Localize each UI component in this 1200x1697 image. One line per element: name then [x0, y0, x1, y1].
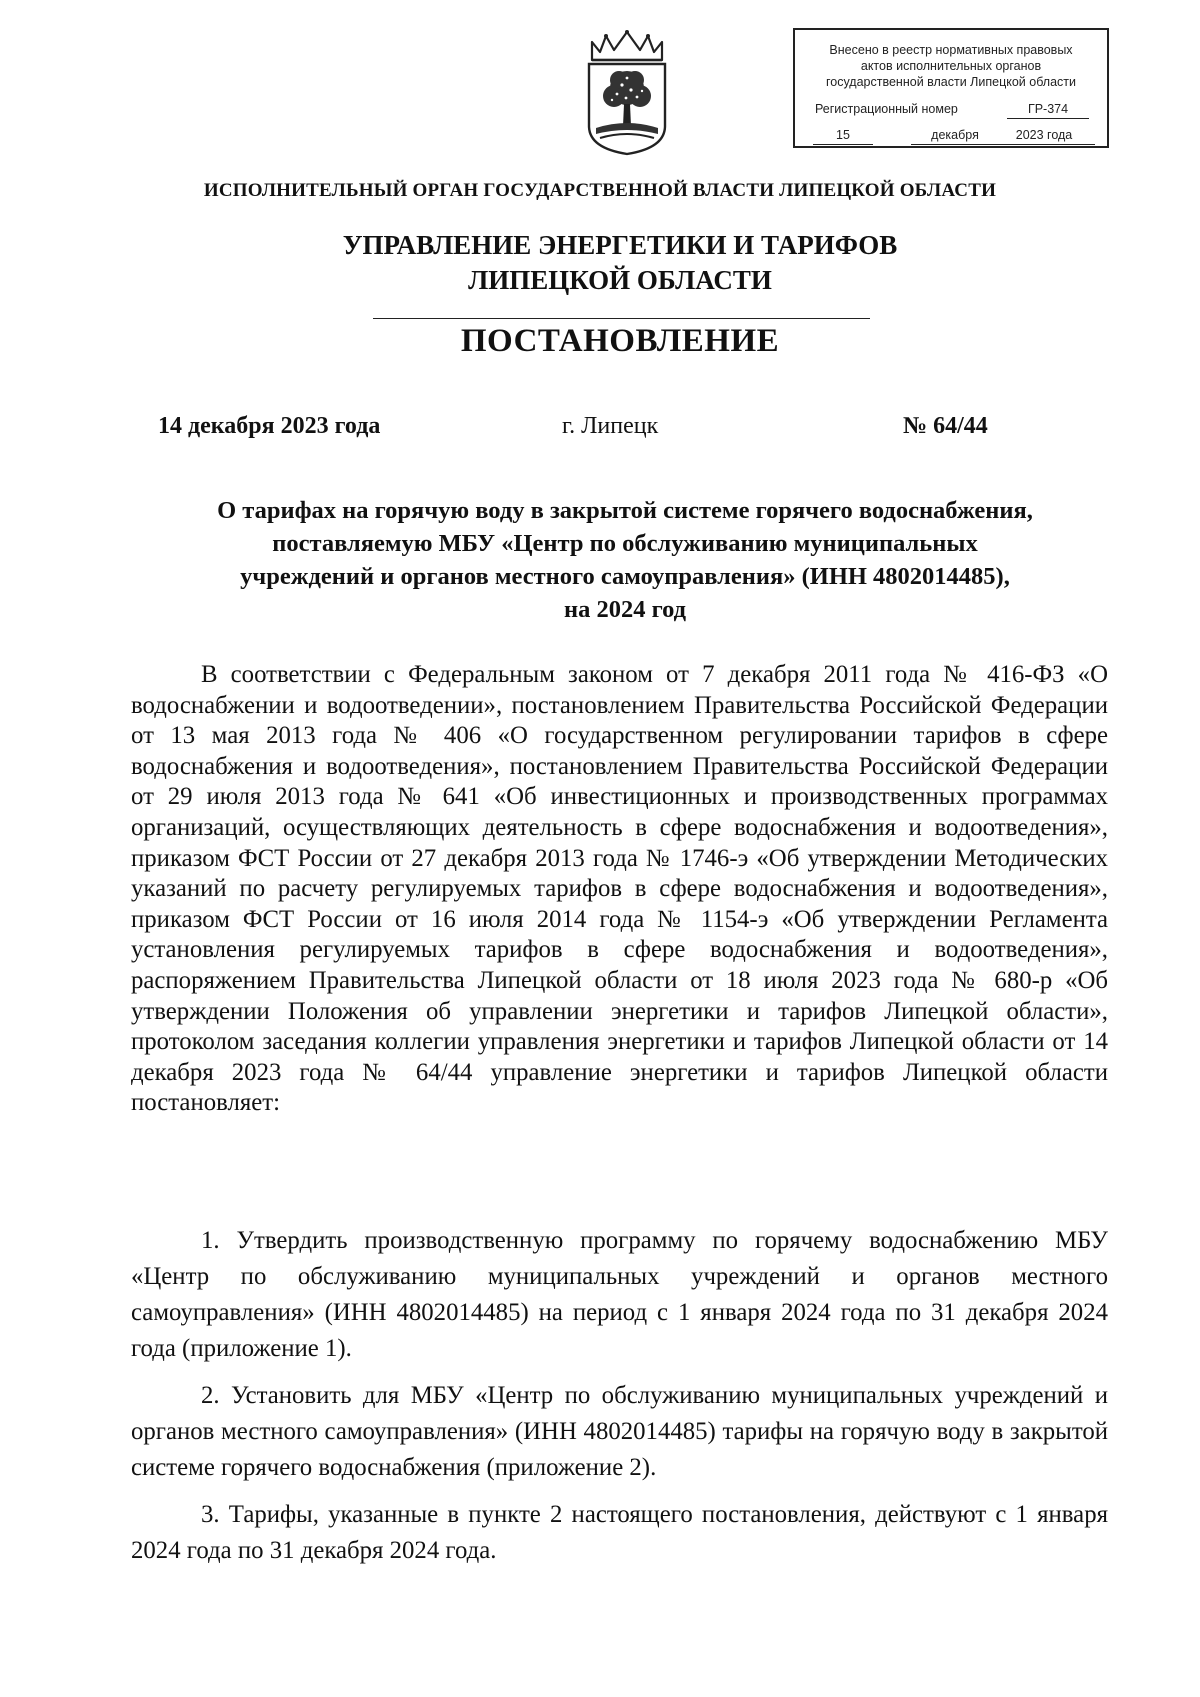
registry-stamp — [793, 28, 1109, 148]
document-title — [140, 494, 1110, 626]
document-date: 14 декабря 2023 года — [158, 413, 381, 439]
item-3-text: 3. Тарифы, указанные в пункте 2 настоящего постановления, действуют с 1 января 2024 года по 31 декабря 2024 года. — [131, 1501, 1108, 1564]
title-line-4: на 2024 год — [563, 596, 687, 623]
organization-name: ИСПОЛНИТЕЛЬНЫЙ ОРГАН ГОСУДАРСТВЕННОЙ ВЛАСТИ ЛИПЕЦКОЙ ОБЛАСТИ — [203, 180, 997, 201]
title-line-2: поставляемую МБУ «Центр по обслуживанию муниципальных — [272, 530, 978, 557]
stamp-month: декабря — [911, 126, 999, 145]
stamp-registration-row — [807, 100, 1097, 118]
department-name — [0, 228, 1200, 298]
department-name-line-2: ЛИПЕЦКОЙ ОБЛАСТИ — [468, 265, 772, 295]
title-line-1: О тарифах на горячую воду в закрытой системе горячего водоснабжения, — [217, 497, 1033, 524]
stamp-line-1: Внесено в реестр нормативных правовых — [829, 43, 1073, 57]
document-type: ПОСТАНОВЛЕНИЕ — [460, 323, 780, 359]
stamp-day: 15 — [813, 126, 873, 145]
stamp-registration-number: ГР-374 — [1007, 100, 1089, 119]
stamp-date-row — [807, 126, 1097, 144]
document-number: № 64/44 — [903, 413, 988, 439]
preamble-text: В соответствии с Федеральным законом от 7 декабря 2011 года № 416-ФЗ «О водоснабжении и водоотведении», постановлением Правительства Российской Федерации от 13 мая 2013 года № 406 «О государственном регулировании тарифов в сфере водоснабжения и водоотведения», постановлением Правительства Российской Федерации от 29 июля 2013 года № 641 «Об инвестиционных и производственных программах организаций, осуществляющих деятельность в сфере водоснабжения и водоотведения», приказом ФСТ России от 27 декабря 2013 года № 1746-э «Об утверждении Методических указаний по расчету регулируемых тарифов в сфере водоснабжения и водоотведения», приказом ФСТ России от 16 июля 2014 года № 1154-э «Об утверждении Регламента установления регулируемых тарифов в сфере водоснабжения и водоотведения», распоряжением Правительства Липецкой области от 18 июля 2023 года № 680-р «Об утверждении Положения об управлении энергетики и тарифов Липецкой области», протоколом заседания коллегии управления энергетики и тарифов Липецкой области от 14 декабря 2023 года № 64/44 управление энергетики и тарифов Липецкой области постановляет: — [131, 661, 1108, 1117]
coat-of-arms-icon — [584, 30, 670, 156]
header-divider — [373, 318, 870, 319]
item-1-text: 1. Утвердить производственную программу по горячему водоснабжению МБУ «Центр по обслуживанию муниципальных учреждений и органов местного самоуправления» (ИНН 4802014485) на период с 1 января 2024 года по 31 декабря 2024 года (приложение 1). — [131, 1227, 1108, 1362]
stamp-year: 2023 года — [993, 126, 1095, 145]
title-line-3: учреждений и органов местного самоуправления» (ИНН 4802014485), — [240, 563, 1010, 590]
stamp-registration-label: Регистрационный номер — [815, 102, 958, 116]
department-name-line-1: УПРАВЛЕНИЕ ЭНЕРГЕТИКИ И ТАРИФОВ — [342, 230, 898, 260]
stamp-line-3: государственной власти Липецкой области — [825, 75, 1077, 89]
resolution-item-3 — [131, 1497, 1108, 1569]
resolution-item-1 — [131, 1223, 1108, 1367]
stamp-line-2: актов исполнительных органов — [860, 59, 1042, 73]
resolution-item-2 — [131, 1378, 1108, 1486]
preamble-paragraph — [131, 660, 1108, 1119]
item-2-text: 2. Установить для МБУ «Центр по обслуживанию муниципальных учреждений и органов местного самоуправления» (ИНН 4802014485) тарифы на горячую воду в закрытой системе горячего водоснабжения (приложение 2). — [131, 1382, 1108, 1481]
document-city: г. Липецк — [562, 413, 659, 439]
